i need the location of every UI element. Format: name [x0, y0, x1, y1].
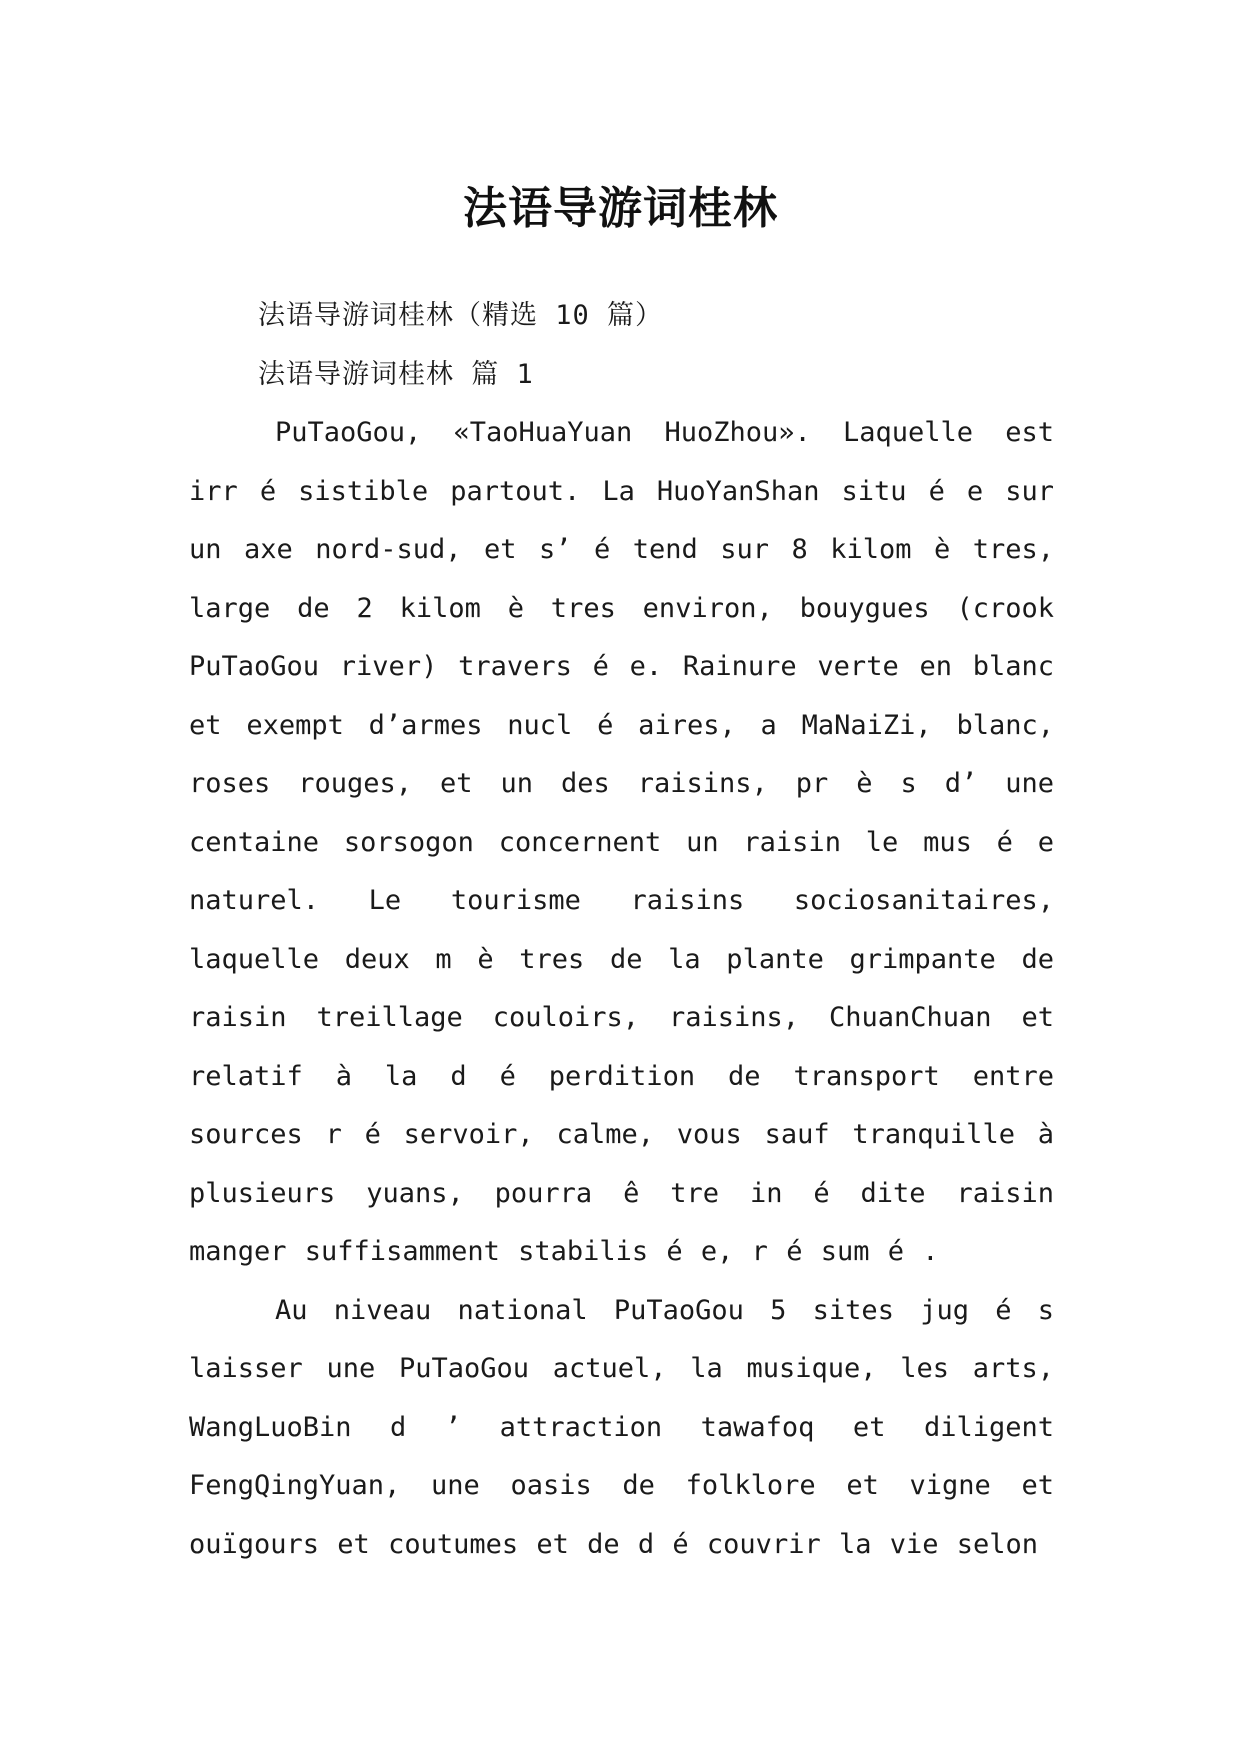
section-heading: 法语导游词桂林 篇 1 [258, 358, 534, 390]
document-subtitle: 法语导游词桂林（精选 10 篇） [258, 300, 664, 331]
document-title: 法语导游词桂林 [463, 183, 778, 235]
paragraph-1: PuTaoGou, «TaoHuaYuan HuoZhou». Laquelle est irr é sistible partout. La HuoYanShan situ é e sur un axe nord-sud, et s’ é tend sur 8 kilom è tres, large de 2 kilom è tres environ, bouygues (crook PuTaoGou river) travers é e. Rainure verte en blanc et exempt d’armes nucl é aires, a MaNaiZi, blanc, roses rouges, et un des raisins, pr è s d’ une centaine sorsogon concernent un raisin le mus é e naturel. Le tourisme raisins sociosanitaires, laquelle deux m è tres de la plante grimpante de raisin treillage couloirs, raisins, ChuanChuan et relatif à la d é perdition de transport entre sources r é servoir, calme, vous sauf tranquille à plusieurs yuans, pourra ê tre in é dite raisin manger suffisamment stabilis é e, r é sum é . [189, 417, 1054, 1267]
paragraph-2: Au niveau national PuTaoGou 5 sites jug é s laisser une PuTaoGou actuel, la musique, les arts, WangLuoBin d ’ attraction tawafoq et diligent FengQingYuan, une oasis de folklore et vigne et ouïgours et coutumes et de d é couvrir la vie selon [189, 1294, 1054, 1560]
document-body [189, 287, 1054, 1574]
